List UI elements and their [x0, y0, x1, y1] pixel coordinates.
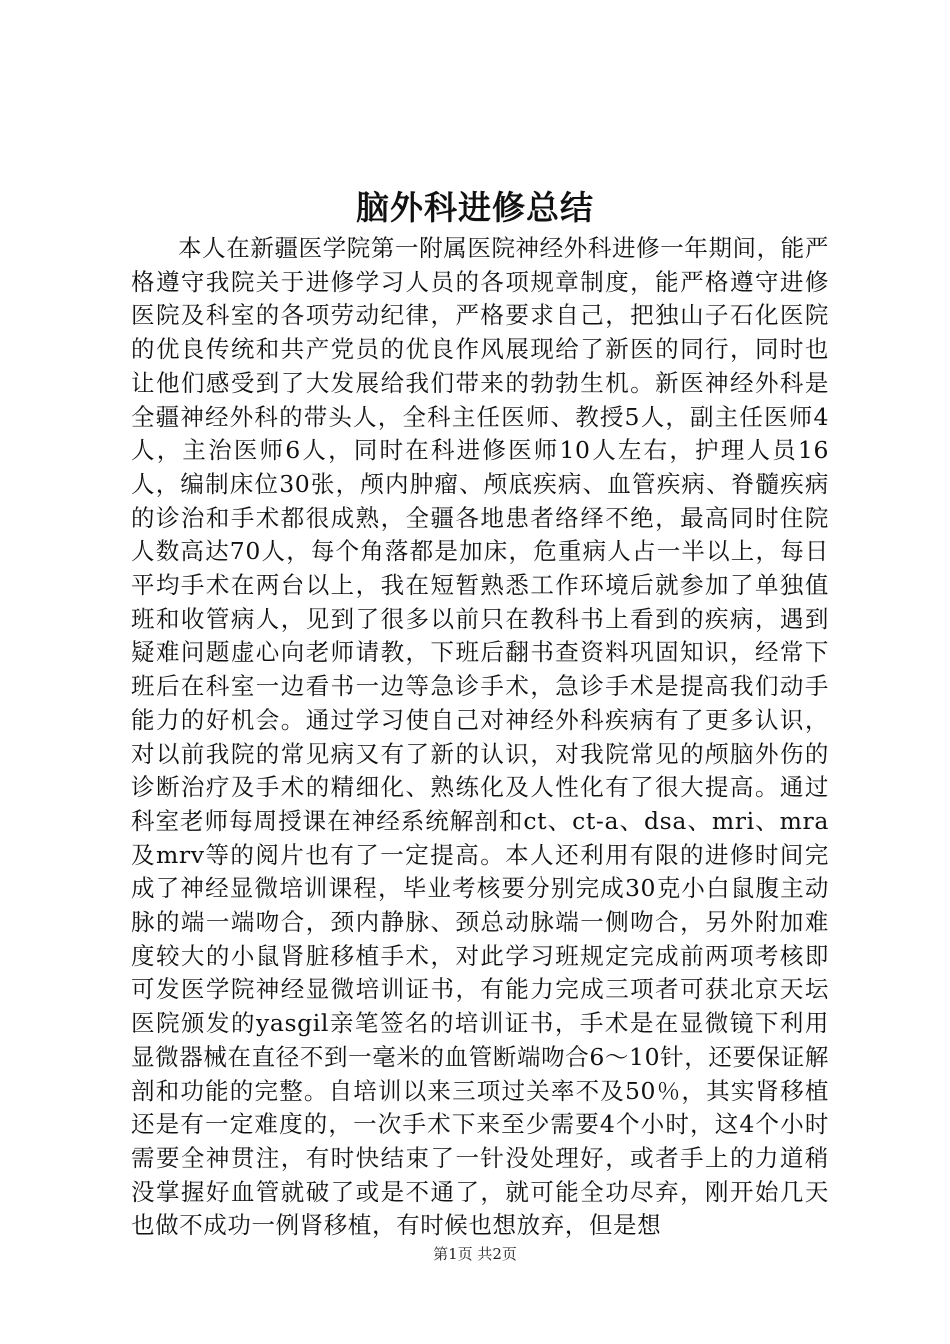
document-title: 脑外科进修总结: [356, 188, 594, 227]
body-paragraph: 本人在新疆医学院第一附属医院神经外科进修一年期间，能严格遵守我院关于进修学习人员的各项规章制度，能严格遵守进修医院及科室的各项劳动纪律，严格要求自己，把独山子石化医院的优良传统和共产党员的优良作风展现给了新医的同行，同时也让他们感受到了大发展给我们带来的勃勃生机。新医神经外科是全疆神经外科的带头人，全科主任医师、教授5人，副主任医师4人，主治医师6人，同时在科进修医师10人左右，护理人员16人，编制床位30张，颅内肿瘤、颅底疾病、血管疾病、脊髓疾病的诊治和手术都很成熟，全疆各地患者络绎不绝，最高同时住院人数高达70人，每个角落都是加床，危重病人占一半以上，每日平均手术在两台以上，我在短暂熟悉工作环境后就参加了单独值班和收管病人，见到了很多以前只在教科书上看到的疾病，遇到疑难问题虚心向老师请教，下班后翻书查资料巩固知识，经常下班后在科室一边看书一边等急诊手术，急诊手术是提高我们动手能力的好机会。通过学习使自己对神经外科疾病有了更多认识，对以前我院的常见病又有了新的认识，对我院常见的颅脑外伤的诊断治疗及手术的精细化、熟练化及人性化有了很大提高。通过科室老师每周授课在神经系统解剖和ct、ct-a、dsa、mri、mra及mrv等的阅片也有了一定提高。本人还利用有限的进修时间完成了神经显微培训课程，毕业考核要分别完成30克小白鼠腹主动脉的端一端吻合，颈内静脉、颈总动脉端一侧吻合，另外附加难度较大的小鼠肾脏移植手术，对此学习班规定完成前两项考核即可发医学院神经显微培训证书，有能力完成三项者可获北京天坛医院颁发的yasgil亲笔签名的培训证书，手术是在显微镜下利用显微器械在直径不到一毫米的血管断端吻合6～10针，还要保证解剖和功能的完整。自培训以来三项过关率不及50％，其实肾移植还是有一定难度的，一次手术下来至少需要4个小时，这4个小时需要全神贯注，有时快结束了一针没处理好，或者手上的力道稍没掌握好血管就破了或是不通了，就可能全功尽弃，刚开始几天也做不成功一例肾移植，有时候也想放弃，但是想: [131, 234, 829, 1240]
page-footer: 第1页 共2页: [433, 1245, 517, 1263]
